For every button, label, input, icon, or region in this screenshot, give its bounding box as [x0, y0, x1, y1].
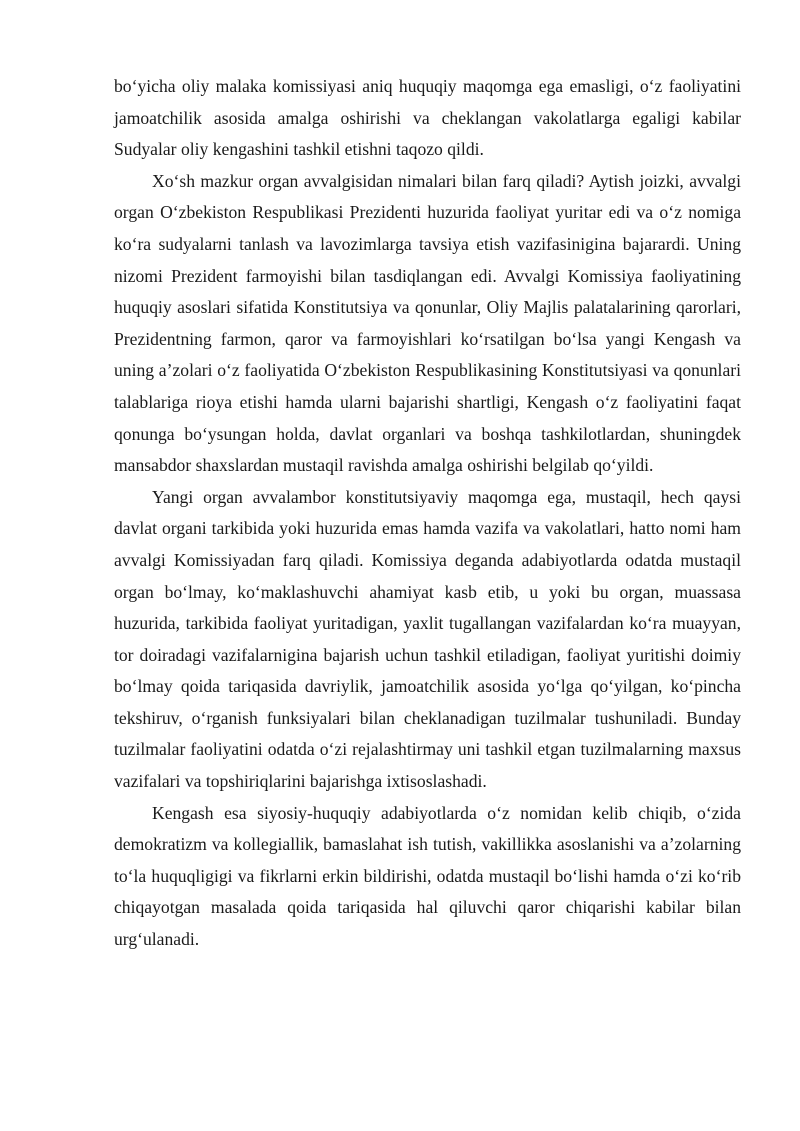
paragraph: Xo‘sh mazkur organ avvalgisidan nimalari bilan farq qiladi? Aytish joizki, avvalgi organ O‘zbekiston Respublikasi Prezidenti huzurida faoliyat yuritar edi va o‘z nomiga ko‘ra sudyalarni tanlash va lavozimlarga tavsiya etish vazifasinigina bajarardi. Uning nizomi Prezident farmoyishi bilan tasdiqlangan edi. Avvalgi Komissiya faoliyatining huquqiy asoslari sifatida Konstitutsiya va qonunlar, Oliy Majlis palatalarining qarorlari, Prezidentning farmon, qaror va farmoyishlari ko‘rsatilgan bo‘lsa yangi Kengash va uning a’zolari o‘z faoliyatida O‘zbekiston Respublikasining Konstitutsiyasi va qonunlari talablariga rioya etishi hamda ularni bajarishi shartligi, Kengash o‘z faoliyatini faqat qonunga bo‘ysungan holda, davlat organlari va boshqa tashkilotlardan, shuningdek mansabdor shaxslardan mustaqil ravishda amalga oshirishi belgilab qo‘yildi. — [114, 170, 741, 476]
document-page — [114, 71, 741, 956]
paragraph: Yangi organ avvalambor konstitutsiyaviy maqomga ega, mustaqil, hech qaysi davlat organi tarkibida yoki huzurida emas hamda vazifa va vakolatlari, hatto nomi ham avvalgi Komissiyadan farq qiladi. Komissiya deganda adabiyotlarda odatda mustaqil organ bo‘lmay, ko‘maklashuvchi ahamiyat kasb etib, u yoki bu organ, muassasa huzurida, tarkibida faoliyat yuritadigan, yaxlit tugallangan vazifalardan ko‘ra muayyan, tor doiradagi vazifalarnigina bajarish uchun tashkil etiladigan, faoliyat yuritishi doimiy bo‘lmay qoida tariqasida davriylik, jamoatchilik asosida yo‘lga qo‘yilgan, ko‘pincha tekshiruv, o‘rganish funksiyalari bilan cheklanadigan tuzilmalar tushuniladi. Bunday tuzilmalar faoliyatini odatda o‘zi rejalashtirmay uni tashkil etgan tuzilmalarning maxsus vazifalari va topshiriqlarini bajarishga ixtisoslashadi. — [114, 486, 741, 792]
paragraph: Kengash esa siyosiy-huquqiy adabiyotlarda o‘z nomidan kelib chiqib, o‘zida demokratizm va kollegiallik, bamaslahat ish tutish, vakillikka asoslanishi va a’zolarning to‘la huquqligigi va fikrlarni erkin bildirishi, odatda mustaqil bo‘lishi hamda o‘zi ko‘rib chiqayotgan masalada qoida tariqasida hal qiluvchi qaror chiqarishi kabilar bilan urg‘ulanadi. — [114, 802, 741, 950]
paragraph: bo‘yicha oliy malaka komissiyasi aniq huquqiy maqomga ega emasligi, o‘z faoliyatini jamoatchilik asosida amalga oshirishi va cheklangan vakolatlarga egaligi kabilar Sudyalar oliy kengashini tashkil etishni taqozo qildi. — [114, 76, 741, 160]
